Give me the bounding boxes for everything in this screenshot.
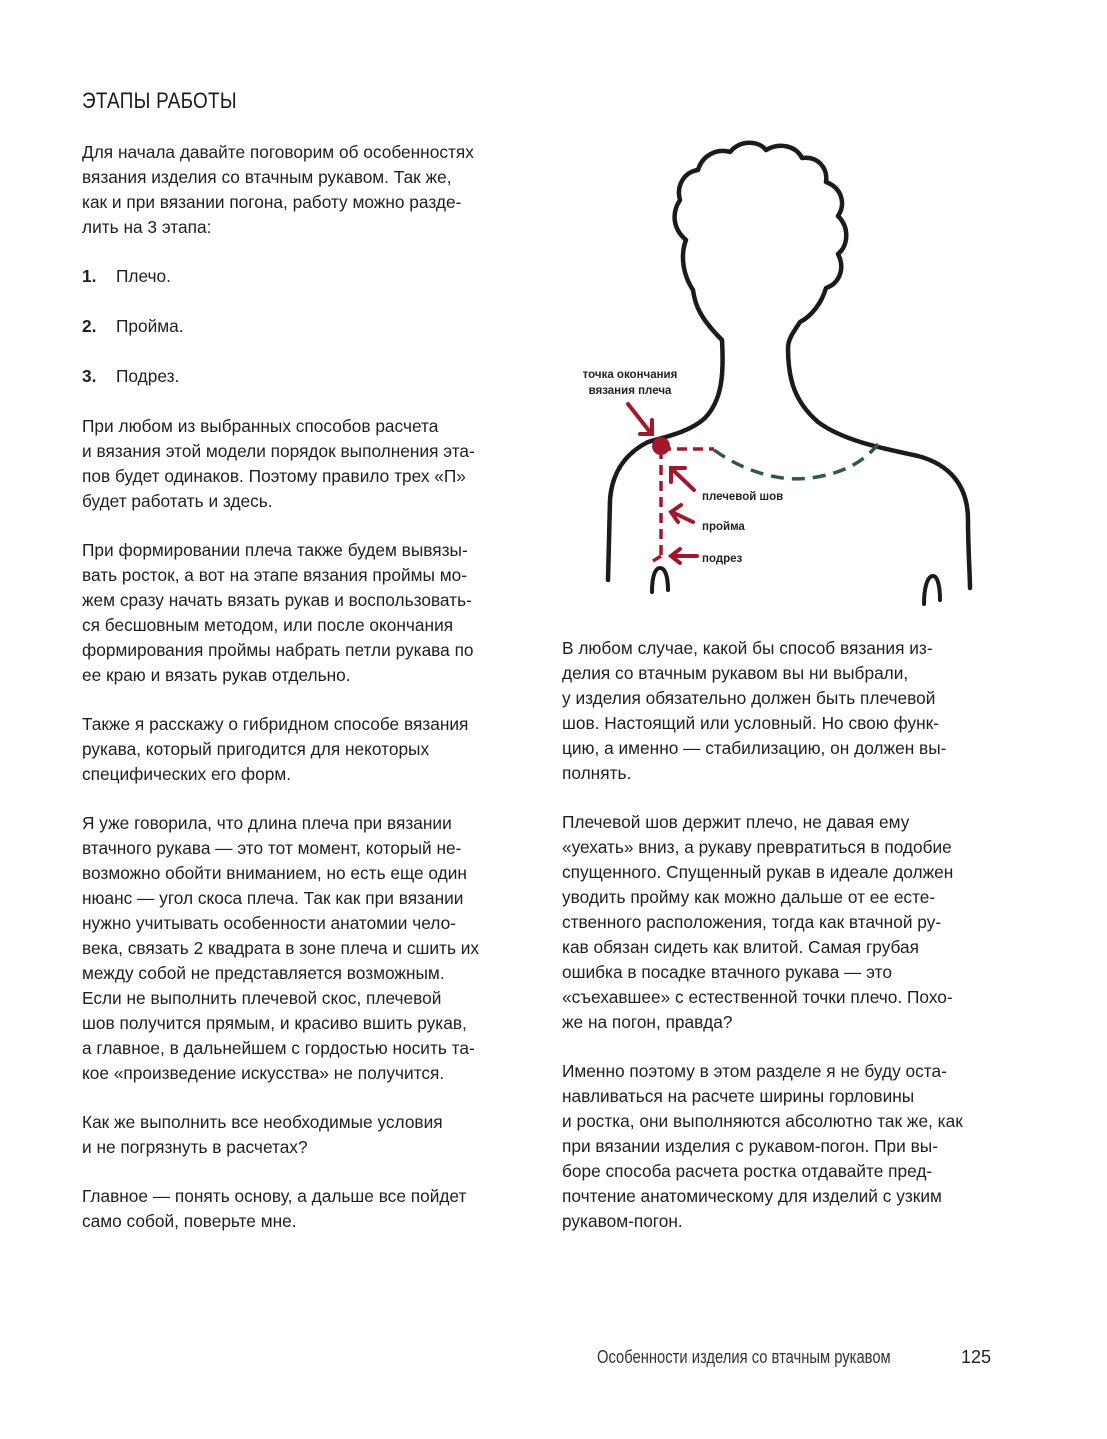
shoulder-seam-arrow — [671, 468, 694, 490]
shoulder-diagram — [560, 135, 1010, 615]
running-footer-title: Особенности изделия со втачным рукавом — [597, 1347, 891, 1367]
undercut-arrow — [671, 549, 697, 563]
paragraph: Главное — понять основу, а дальше все пойдет само собой, поверьте мне. — [82, 1186, 467, 1231]
label-end-point-2: вязания плеча — [588, 385, 672, 397]
left-column — [82, 140, 542, 1258]
neckline-dashed — [714, 444, 878, 479]
end-point-arrow — [628, 404, 652, 434]
label-undercut: подрез — [702, 553, 743, 565]
end-point-dot — [652, 437, 670, 455]
paragraph: При любом из выбранных способов расчета и вязания этой модели порядок выполнения эта- пов будет одинаков. Поэтому правило трех «П» будет работать и здесь. — [82, 416, 475, 511]
list-item — [82, 314, 542, 339]
step-text: Пройма. — [116, 316, 184, 336]
right-armpit — [924, 576, 940, 604]
undercut-line — [653, 556, 661, 561]
head-outline — [675, 143, 847, 348]
paragraph: Также я расскажу о гибридном способе вязания рукава, который пригодится для некоторых специфических его форм. — [82, 714, 469, 784]
list-item — [82, 264, 542, 289]
step-text: Плечо. — [116, 266, 171, 286]
right-column — [562, 636, 1022, 1258]
paragraph: Как же выполнить все необходимые условия и не погрязнуть в расчетах? — [82, 1112, 443, 1157]
step-number: 2. — [82, 316, 97, 336]
list-item — [82, 364, 542, 389]
step-number: 3. — [82, 366, 97, 386]
label-shoulder-seam: плечевой шов — [702, 491, 784, 503]
left-armpit — [652, 568, 668, 592]
page-number: 125 — [961, 1347, 992, 1367]
paragraph: Именно поэтому в этом разделе я не буду оста- навливаться на расчете ширины горловины и ростка, они выполняются абсолютно так же, как при вязании изделия с рукавом-погон. При вы- боре способа расчета ростка отдавайте пред- почтение анатомическому для изделий с узким рукавом-погон. — [562, 1061, 963, 1231]
intro-paragraph: Для начала давайте поговорим об особенностях вязания изделия со втачным рукавом. Так же, как и при вязании погона, работу можно разде- лить на 3 этапа: — [82, 142, 474, 237]
step-text: Подрез. — [116, 366, 180, 386]
paragraph: В любом случае, какой бы способ вязания из- делия со втачным рукавом вы ни выбрали, у изделия обязательно должен быть плечевой шов. Настоящий или условный. Но свою функ- цию, а именно — стабилизацию, он должен вы- полнять. — [562, 638, 947, 783]
steps-list — [82, 264, 542, 389]
label-end-point-1: точка окончания — [582, 369, 678, 381]
body-outline-right — [788, 348, 970, 588]
step-number: 1. — [82, 266, 97, 286]
label-armhole: пройма — [702, 521, 745, 533]
armhole-arrow — [671, 505, 693, 522]
paragraph: Я уже говорила, что длина плеча при вязании втачного рукава — это тот момент, который не- возможно обойти вниманием, но есть еще один нюанс — угол скоса плеча. Так как при вязании нужно учитывать особенности анатомии чело- века, связать 2 квадрата в зоне плеча и сшить их между собой не представляется возможным. Если не выполнить плечевой скос, плечевой шов получится прямым, и красиво вшить рукав, а главное, в дальнейшем с гордостью носить та- кое «произведение искусства» не получится. — [82, 813, 480, 1083]
paragraph: При формировании плеча также будем вывязы- вать росток, а вот на этапе вязания проймы мо- жем сразу начать вязать рукав и воспользовать- ся бесшовным методом, или после окончания формирования проймы набрать петли рукава по ее краю и вязать рукав отдельно. — [82, 540, 474, 685]
section-heading: ЭТАПЫ РАБОТЫ — [82, 88, 237, 113]
paragraph: Плечевой шов держит плечо, не давая ему «уехать» вниз, а рукаву превратиться в подобие спущенного. Спущенный рукав в идеале должен уводить пройму как можно дальше от ее есте- ственного расположения, тогда как втачной ру- кав обязан сидеть как влитой. Самая грубая ошибка в посадке втачного рукава — это «съехавшее» с естественной точки плечо. Похо- же на погон, правда? — [562, 812, 954, 1032]
